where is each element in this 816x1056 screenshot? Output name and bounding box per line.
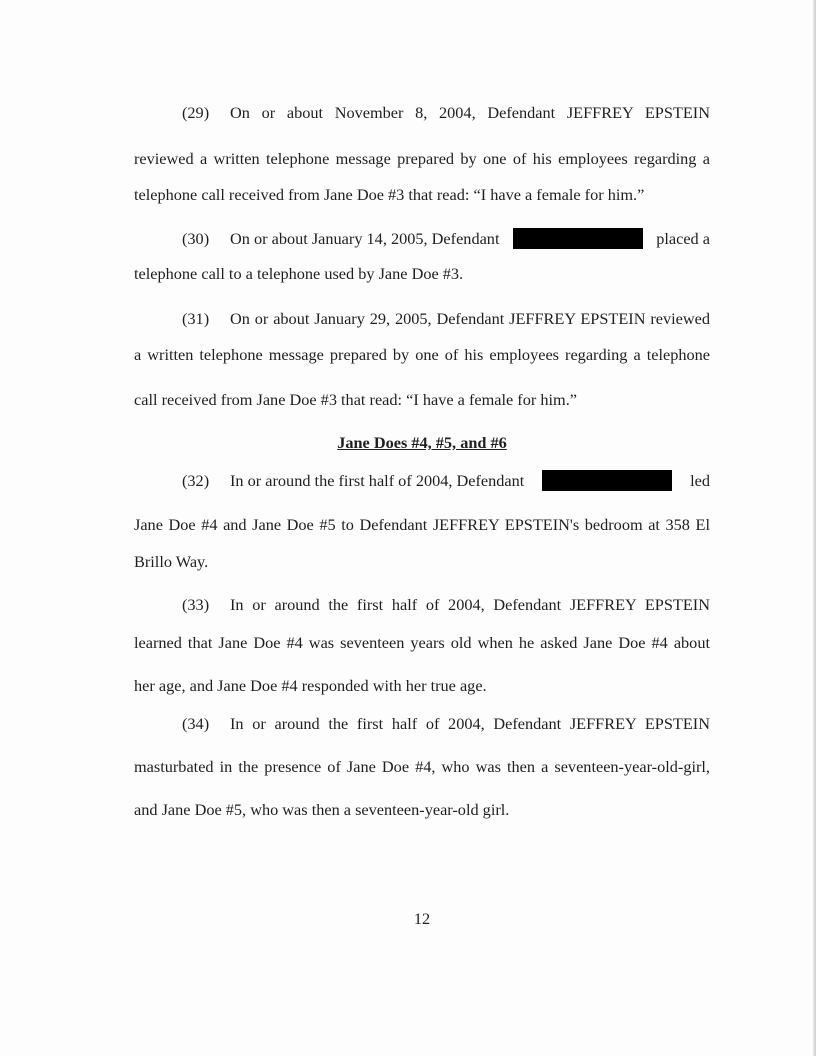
paragraph-34-line-3: and Jane Doe #5, who was then a seventeen-year-old girl. <box>134 800 510 819</box>
paragraph-text: led <box>690 470 710 490</box>
paragraph-31-line-3: call received from Jane Doe #3 that read: “I have a female for him.” <box>134 390 577 409</box>
paragraph-number: (33) <box>182 595 210 614</box>
paragraph-text: On or about January 29, 2005, Defendant JEFFREY EPSTEIN reviewed <box>230 309 710 328</box>
paragraph-number: (32) <box>182 470 210 490</box>
paragraph-32-line-1 <box>182 470 710 491</box>
redaction-block <box>542 470 672 491</box>
paragraph-number: (29) <box>182 103 210 122</box>
paragraph-30-line-2: telephone call to a telephone used by Jane Doe #3. <box>134 264 464 283</box>
paragraph-33-line-3: her age, and Jane Doe #4 responded with her true age. <box>134 676 487 695</box>
paragraph-text: In or around the first half of 2004, Defendant JEFFREY EPSTEIN <box>230 595 710 614</box>
paragraph-29-line-1 <box>182 103 710 123</box>
paragraph-29-line-2: reviewed a written telephone message prepared by one of his employees regarding a <box>134 149 710 168</box>
paragraph-31-line-2: a written telephone message prepared by one of his employees regarding a telephone <box>134 345 710 364</box>
paragraph-text: In or around the first half of 2004, Defendant <box>230 470 525 490</box>
paragraph-33-line-2: learned that Jane Doe #4 was seventeen years old when he asked Jane Doe #4 about <box>134 633 710 652</box>
paragraph-29-line-3: telephone call received from Jane Doe #3 that read: “I have a female for him.” <box>134 185 645 204</box>
paragraph-34-line-1 <box>182 714 710 734</box>
paragraph-number: (34) <box>182 714 210 733</box>
paragraph-text: On or about January 14, 2005, Defendant <box>230 228 500 248</box>
paragraph-31-line-1 <box>182 309 710 329</box>
paragraph-text: placed a <box>656 228 710 248</box>
paragraph-number: (31) <box>182 309 210 328</box>
redaction-block <box>513 228 643 249</box>
paragraph-33-line-1 <box>182 595 710 615</box>
paragraph-number: (30) <box>182 228 210 248</box>
section-heading: Jane Does #4, #5, and #6 <box>337 433 507 452</box>
paragraph-text: In or around the first half of 2004, Defendant JEFFREY EPSTEIN <box>230 714 710 733</box>
paragraph-30-line-1 <box>182 228 710 249</box>
paragraph-32-line-2: Jane Doe #4 and Jane Doe #5 to Defendant JEFFREY EPSTEIN's bedroom at 358 El <box>134 515 710 534</box>
paragraph-34-line-2: masturbated in the presence of Jane Doe #4, who was then a seventeen-year-old-girl, <box>134 757 710 776</box>
page-number: 12 <box>413 909 431 928</box>
paragraph-32-line-3: Brillo Way. <box>134 552 209 571</box>
paragraph-text: On or about November 8, 2004, Defendant JEFFREY EPSTEIN <box>230 103 710 122</box>
